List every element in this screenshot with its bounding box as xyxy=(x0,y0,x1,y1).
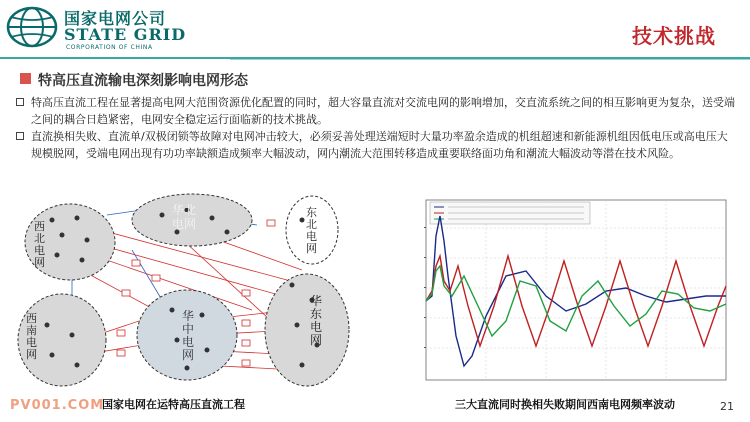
state-grid-logo-icon xyxy=(6,5,58,49)
frequency-oscillation-plot xyxy=(408,196,732,390)
header xyxy=(0,0,750,62)
east-grid-label: 华东电网 xyxy=(310,294,323,347)
checkbox-bullet-icon xyxy=(16,132,24,140)
central-grid-label: 华中电网 xyxy=(182,309,195,362)
checkbox-bullet-icon xyxy=(16,98,24,106)
uhvdc-grid-diagram xyxy=(12,190,354,390)
watermark: PV001.COM xyxy=(10,398,105,413)
east-grid-region xyxy=(265,274,349,386)
header-divider-thin xyxy=(230,59,750,60)
logo-english-name: STATE GRID xyxy=(64,25,187,44)
logo-subtitle: CORPORATION OF CHINA xyxy=(66,44,153,51)
northeast-grid-label: 东北电网 xyxy=(306,206,317,255)
legend-box xyxy=(430,202,590,224)
northwest-grid-label: 西北电网 xyxy=(34,220,45,269)
logo-chinese-name: 国家电网公司 xyxy=(64,9,167,28)
section-title: 特高压直流输电深刻影响电网形态 xyxy=(38,73,248,89)
bullet-text: 特高压直流工程在显著提高电网大范围资源优化配置的同时，超大容量直流对交流电网的影响增加，交直流系统之间的相互影响更为复杂，送受端之间的耦合日趋紧密，电网安全稳定运行面临新的技术挑战。 xyxy=(31,96,735,126)
diagram-caption: 国家电网在运特高压直流工程 xyxy=(102,398,245,411)
chart-caption: 三大直流同时换相失败期间西南电网频率波动 xyxy=(455,398,675,411)
bullet-item xyxy=(14,94,736,128)
page-number: 21 xyxy=(720,400,734,413)
section-marker-icon xyxy=(20,73,31,84)
page-title: 技术挑战 xyxy=(632,24,716,48)
bullet-list xyxy=(14,94,736,162)
southwest-grid-label: 西南电网 xyxy=(26,312,37,361)
north-grid-label: 华北电网 xyxy=(172,203,197,231)
bullet-text: 直流换相失败、直流单/双极闭锁等故障对电网冲击较大，必须妥善处理送端短时大量功率盈余造成的机组超速和新能源机组因低电压或高电压大规模脱网，受端电网出现有功功率缺额造成频率大幅波动，网内潮流大范围转移造成重要联络面功角和潮流大幅波动等潜在技术风险。 xyxy=(31,130,728,160)
bullet-item xyxy=(14,128,736,162)
